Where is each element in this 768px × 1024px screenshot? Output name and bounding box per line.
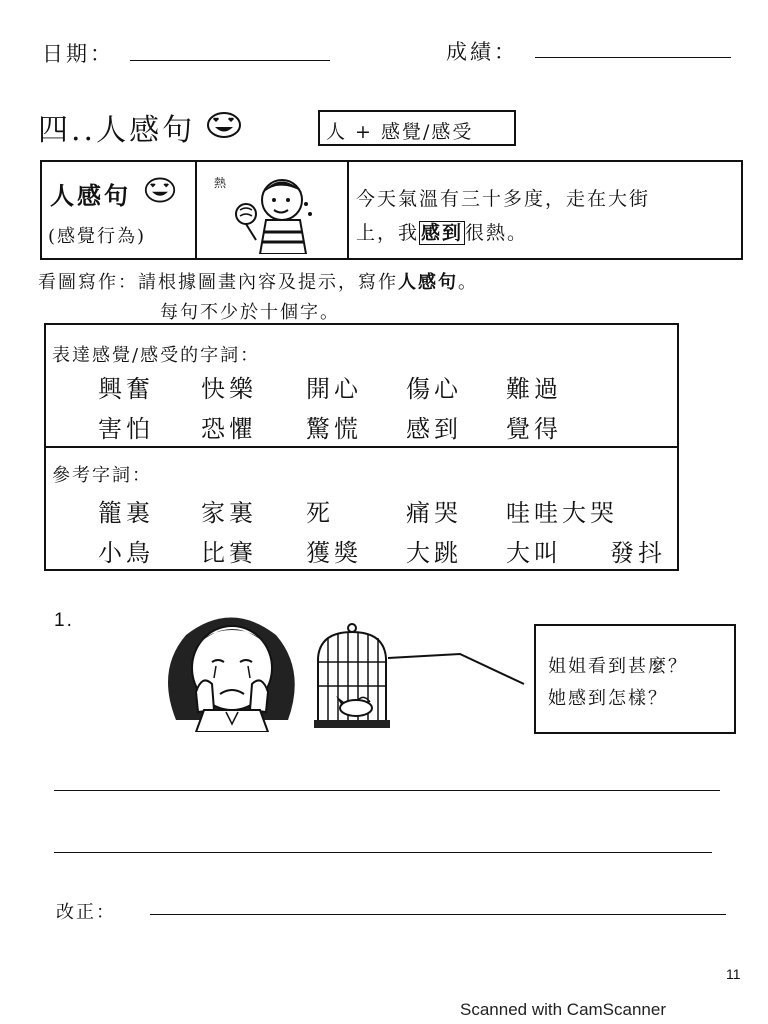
- prompt-box: [534, 624, 736, 734]
- divider: [347, 162, 349, 258]
- score-field[interactable]: [535, 57, 731, 58]
- example-term: 人感句: [50, 181, 131, 210]
- divider: [195, 162, 197, 258]
- hot-boy-illustration: [210, 170, 334, 258]
- feeling-word: 驚慌: [306, 415, 362, 443]
- score-label: 成績：: [446, 40, 518, 64]
- feeling-word: 開心: [306, 375, 362, 403]
- highlighted-word: 感到: [421, 222, 464, 244]
- reference-word: 大跳: [406, 539, 462, 567]
- page-number: 11: [726, 966, 741, 982]
- birdcage-illustration: [312, 622, 392, 734]
- feelings-title: 表達感覺/感受的字詞：: [52, 345, 261, 366]
- vocabulary-table: [44, 323, 679, 571]
- reference-word: 家裏: [201, 499, 257, 527]
- smiley-heart-eyes-icon: [144, 176, 176, 208]
- reference-word: 小鳥: [98, 539, 154, 567]
- correction-line[interactable]: [150, 914, 726, 915]
- question-number: 1.: [54, 610, 74, 631]
- reference-word: 死: [306, 499, 334, 527]
- feeling-word: 害怕: [98, 415, 154, 443]
- feeling-word: 傷心: [406, 375, 462, 403]
- instruction-text: 看圖寫作：請根據圖畫內容及提示，寫作: [38, 272, 398, 293]
- sentence-part: 很熱。: [465, 222, 529, 244]
- example-table: [40, 160, 743, 260]
- reference-word: 獲獎: [306, 539, 362, 567]
- formula-text: 人 + 感覺/感受: [326, 121, 474, 143]
- prompt-line1: 姐姐看到甚麼？: [548, 656, 688, 677]
- date-label: 日期：: [42, 42, 114, 66]
- reference-word: 比賽: [201, 539, 257, 567]
- reference-word: 發抖: [610, 539, 666, 567]
- feeling-word: 感到: [406, 415, 462, 443]
- reference-word: 大叫: [506, 539, 562, 567]
- prompt-line2: 她感到怎樣？: [548, 688, 668, 709]
- correction-label: 改正：: [56, 902, 116, 923]
- crying-girl-illustration: [156, 600, 316, 736]
- instruction-text: 。: [458, 272, 478, 293]
- example-sentence-line1: 今天氣溫有三十多度，走在大街: [356, 188, 651, 210]
- example-sentence-line2: [356, 218, 528, 245]
- sentence-part: 上，我: [356, 222, 420, 244]
- scanner-watermark: Scanned with CamScanner: [460, 1000, 667, 1019]
- divider: [46, 446, 677, 448]
- feeling-word: 興奮: [98, 375, 154, 403]
- example-subtitle: (感覺行為): [48, 226, 147, 247]
- speech-connector-line: [388, 648, 528, 688]
- feeling-word: 恐懼: [201, 415, 257, 443]
- instruction-line2: 每句不少於十個字。: [160, 302, 340, 323]
- answer-line-2[interactable]: [54, 852, 712, 853]
- reference-word: 籠裏: [98, 499, 154, 527]
- hot-label: 熱: [214, 176, 227, 190]
- answer-line-1[interactable]: [54, 790, 720, 791]
- date-field[interactable]: [130, 60, 330, 61]
- section-title: 四..人感句: [38, 113, 196, 148]
- instruction-bold: 人感句: [398, 272, 458, 293]
- reference-title: 參考字詞：: [52, 465, 152, 486]
- reference-word: 哇哇大哭: [506, 499, 618, 527]
- instruction-line1: [38, 268, 478, 294]
- reference-word: 痛哭: [406, 499, 462, 527]
- feeling-word: 覺得: [506, 415, 562, 443]
- formula-box: [318, 110, 516, 146]
- feeling-word: 快樂: [201, 375, 257, 403]
- feeling-word: 難過: [506, 375, 562, 403]
- smiley-heart-eyes-icon: [206, 110, 242, 144]
